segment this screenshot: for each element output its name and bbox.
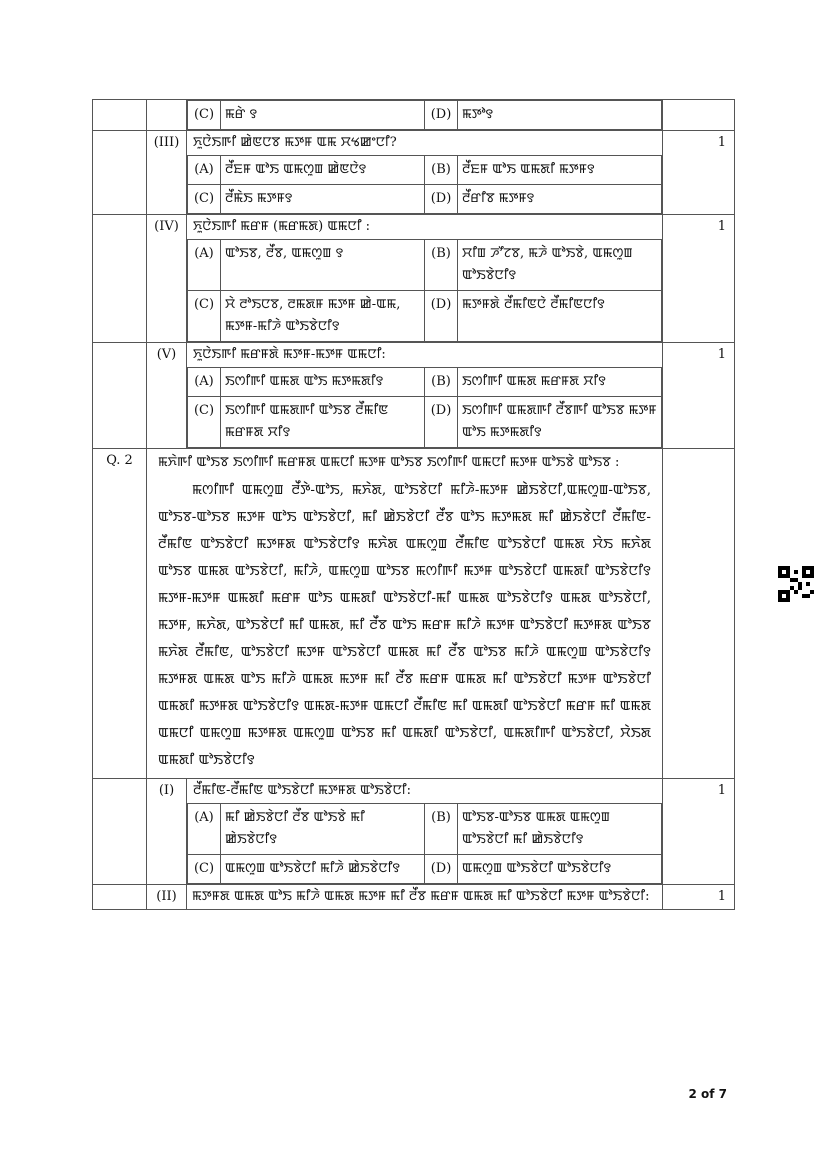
- question-stem: ꯈꯨꯅꯥꯏꯒꯤ ꯃꯔꯝ (ꯃꯔꯃꯗ) ꯑꯃꯅꯤ :: [193, 219, 371, 234]
- qnum-cell: Q. 2: [93, 449, 147, 779]
- option-text: ꯂꯩꯐꯝ ꯑꯣꯏ ꯑꯃꯁꯨꯡ ꯀꯥꯟꯅꯥ꯱: [221, 156, 425, 185]
- question-stem: ꯈꯨꯅꯥꯏꯒꯤ ꯃꯔꯝꯗꯥ ꯃꯇꯝ-ꯃꯇꯝ ꯑꯃꯅꯤ:: [193, 347, 386, 362]
- option-label: (B): [425, 804, 458, 855]
- question-stem: ꯃꯈꯥꯒꯤ ꯑꯣꯏꯕ ꯏꯁꯤꯒꯤ ꯃꯔꯝꯗ ꯑꯃꯅꯤ ꯃꯇꯝ ꯑꯣꯏꯕ ꯏꯁꯤꯒꯤ ꯑꯃꯅꯤ ꯃꯇꯝ ꯑꯣꯏꯕꯥ ꯑꯣꯏꯕ :: [158, 455, 620, 470]
- option-text: ꯃꯇꯣ꯱: [458, 101, 662, 130]
- table-row: [93, 215, 735, 343]
- option-label: (D): [425, 855, 458, 884]
- mark-cell: 1: [663, 131, 735, 215]
- options-grid: [187, 239, 662, 342]
- option-text: ꯃꯤ ꯀꯥꯏꯕꯥꯅꯤ ꯂꯩꯕ ꯑꯣꯏꯕꯥ ꯃꯤ ꯀꯥꯏꯕꯥꯅꯤ꯱: [221, 804, 425, 855]
- page-number: 2 of 7: [688, 1087, 727, 1101]
- option-text: ꯂꯩꯃꯥꯏ ꯃꯇꯝ꯱: [221, 185, 425, 214]
- question-cell: [187, 215, 663, 343]
- question-stem: ꯈꯨꯅꯥꯏꯒꯤ ꯀꯥꯟꯅꯕ ꯃꯇꯝ ꯑꯃ ꯆꯠꯀꯦꯅꯤ?: [193, 135, 397, 150]
- option-text: ꯃꯇꯝꯗꯥ ꯂꯩꯃꯤꯟꯅꯥ ꯂꯩꯃꯤꯟꯅꯤ꯱: [458, 291, 662, 342]
- option-label: (B): [425, 156, 458, 185]
- passage-text: ꯃꯁꯤꯒꯤ ꯑꯃꯁꯨꯡ ꯂꯩꯇꯥ-ꯑꯣꯏ, ꯃꯈꯥꯗ, ꯑꯣꯏꯕꯥꯅꯤ ꯃꯤꯍꯥ-ꯃꯇꯝ ꯀꯥꯏꯕꯥꯅꯤ,ꯑꯃꯁꯨꯡ-ꯑꯣꯏꯕ, ꯑꯣꯏꯕ-ꯑꯣꯏꯕ ꯃꯇꯝ ꯑꯣꯏ ꯑꯣꯏꯕꯥꯅꯤ, ꯃꯤ ꯀꯥꯏꯕꯥꯅꯤ ꯂꯩꯕ ꯑꯣꯏ ꯃꯇꯃꯗ ꯃꯤ ꯀꯥꯏꯕꯥꯅꯤ ꯂꯩꯃꯤꯟ-ꯂꯩꯃꯤꯟ ꯑꯣꯏꯕꯥꯅꯤ ꯃꯇꯝꯗ ꯑꯣꯏꯕꯥꯅꯤ꯱ ꯃꯈꯥꯗ ꯑꯃꯁꯨꯡ ꯂꯩꯃꯤꯟ ꯑꯣꯏꯕꯥꯅꯤ ꯑꯃꯗ ꯆꯥꯏ ꯃꯈꯥꯗ ꯑꯣꯏꯕ ꯑꯃꯗ ꯑꯣꯏꯕꯥꯅꯤ, ꯃꯤꯍꯥ, ꯑꯃꯁꯨꯡ ꯑꯣꯏꯕ ꯃꯁꯤꯒꯤ ꯃꯇꯝ ꯑꯣꯏꯕꯥꯅꯤ ꯑꯃꯗꯤ ꯑꯣꯏꯕꯥꯅꯤ꯱ ꯃꯇꯝ-ꯃꯇꯝ ꯑꯃꯗꯤ ꯃꯔꯝ ꯑꯣꯏ ꯑꯃꯗꯤ ꯑꯣꯏꯕꯥꯅꯤ-ꯃꯤ ꯑꯃꯗ ꯑꯣꯏꯕꯥꯅꯤ꯱ ꯑꯃꯗ ꯑꯣꯏꯕꯥꯅꯤ, ꯃꯇꯝ, ꯃꯈꯥꯗ, ꯑꯣꯏꯕꯥꯅꯤ ꯃꯤ ꯑꯃꯗ, ꯃꯤ ꯂꯩꯕ ꯑꯣꯏ ꯃꯔꯝ ꯃꯤꯍꯥ ꯃꯇꯝ ꯑꯣꯏꯕꯥꯅꯤ ꯃꯇꯝꯗ ꯑꯣꯏꯕ ꯃꯈꯥꯗ ꯂꯩꯃꯤꯟ, ꯑꯣꯏꯕꯥꯅꯤ ꯃꯇꯝ ꯑꯣꯏꯕꯥꯅꯤ ꯑꯃꯗ ꯃꯤ ꯂꯩꯕ ꯑꯣꯏꯕ ꯃꯤꯍꯥ ꯑꯃꯁꯨꯡ ꯑꯣꯏꯕꯥꯅꯤ꯱ ꯃꯇꯝꯗ ꯑꯃꯗ ꯑꯣꯏ ꯃꯤꯍꯥ ꯑꯃꯗ ꯃꯇꯝ ꯃꯤ ꯂꯩꯕ ꯃꯔꯝ ꯑꯃꯗ ꯃꯤ ꯑꯣꯏꯕꯥꯅꯤ ꯃꯇꯝ ꯑꯣꯏꯕꯥꯅꯤ ꯑꯃꯗꯤ ꯃꯇꯝꯗ ꯑꯣꯏꯕꯥꯅꯤ꯱ ꯑꯃꯗ-ꯃꯇꯝ ꯑꯃꯅꯤ ꯂꯩꯃꯤꯟ ꯃꯤ ꯑꯃꯗꯤ ꯑꯣꯏꯕꯥꯅꯤ ꯃꯔꯝ ꯃꯤ ꯑꯃꯗ ꯑꯃꯅꯤ ꯑꯃꯁꯨꯡ ꯃꯇꯝꯗ ꯑꯃꯁꯨꯡ ꯑꯣꯏꯕ ꯃꯤ ꯑꯃꯗꯤ ꯑꯣꯏꯕꯥꯅꯤ, ꯑꯃꯗꯤꯒꯤ ꯑꯣꯏꯕꯥꯅꯤ, ꯆꯥꯏꯗ ꯑꯃꯗꯤ ꯑꯣꯏꯕꯥꯅꯤ꯱: [158, 482, 651, 768]
- option-text: ꯆꯥ ꯂꯣꯏꯅꯕ, ꯂꯃꯗꯝ ꯃꯇꯝ ꯀꯥ-ꯑꯃ, ꯃꯇꯝ-ꯃꯤꯍꯥ ꯑꯣꯏꯕꯥꯅꯤ꯱: [221, 291, 425, 342]
- mark-cell: 1: [663, 215, 735, 343]
- option-label: (B): [425, 368, 458, 397]
- question-stem: ꯂꯩꯃꯤꯟ-ꯂꯩꯃꯤꯟ ꯑꯣꯏꯕꯥꯅꯤ ꯃꯇꯝꯗ ꯑꯣꯏꯕꯥꯅꯤ:: [193, 783, 411, 798]
- option-text: ꯑꯃꯁꯨꯡ ꯑꯣꯏꯕꯥꯅꯤ ꯑꯣꯏꯕꯥꯅꯤ꯱: [458, 855, 662, 884]
- subnum-cell: (V): [147, 343, 187, 449]
- qnum-cell: [93, 100, 147, 131]
- option-label: (C): [188, 185, 221, 214]
- mark-cell: 1: [663, 779, 735, 885]
- option-label: (A): [188, 368, 221, 397]
- option-label: (C): [188, 291, 221, 342]
- table-row: [93, 449, 735, 779]
- question-cell: [187, 131, 663, 215]
- option-label: (A): [188, 240, 221, 291]
- option-text: ꯑꯃꯁꯨꯡ ꯑꯣꯏꯕꯥꯅꯤ ꯃꯤꯍꯥ ꯀꯥꯏꯕꯥꯅꯤ꯱: [221, 855, 425, 884]
- qnum-cell: [93, 343, 147, 449]
- qnum-cell: [93, 131, 147, 215]
- option-text: ꯃꯔꯥ ꯱: [221, 101, 425, 130]
- mark-cell: 1: [663, 343, 735, 449]
- option-text: ꯏꯁꯤꯒꯤ ꯑꯃꯗꯒꯤ ꯂꯩꯕꯒꯤ ꯑꯣꯏꯕ ꯃꯇꯝ ꯑꯣꯏ ꯃꯇꯃꯗꯤ꯱: [458, 397, 662, 448]
- qnum-cell: [93, 215, 147, 343]
- option-text: ꯑꯣꯏꯕ, ꯂꯩꯕ, ꯑꯃꯁꯨꯡ ꯱: [221, 240, 425, 291]
- options-cell: [187, 100, 663, 131]
- option-label: (A): [188, 156, 221, 185]
- option-text: ꯏꯁꯤꯒꯤ ꯑꯃꯗ ꯑꯣꯏ ꯃꯇꯃꯗꯤ꯱: [221, 368, 425, 397]
- subnum-cell: (II): [147, 885, 187, 910]
- mark-cell: [663, 100, 735, 131]
- subnum-cell: (I): [147, 779, 187, 885]
- question-cell: [187, 343, 663, 449]
- option-text: ꯂꯩꯔꯤꯕ ꯃꯇꯝ꯱: [458, 185, 662, 214]
- qnum-cell: [93, 885, 147, 910]
- table-row: [93, 343, 735, 449]
- table-row: [93, 885, 735, 910]
- subnum-cell: [147, 100, 187, 131]
- mark-cell: 1: [663, 885, 735, 910]
- mark-cell: [663, 449, 735, 779]
- subnum-cell: (IV): [147, 215, 187, 343]
- question-stem: ꯃꯇꯝꯗ ꯑꯃꯗ ꯑꯣꯏ ꯃꯤꯍꯥ ꯑꯃꯗ ꯃꯇꯝ ꯃꯤ ꯂꯩꯕ ꯃꯔꯝ ꯑꯃꯗ ꯃꯤ ꯑꯣꯏꯕꯥꯅꯤ ꯃꯇꯝ ꯑꯣꯏꯕꯥꯅꯤ:: [192, 889, 650, 904]
- option-label: (D): [425, 185, 458, 214]
- question-table: [92, 99, 735, 910]
- qnum-cell: [93, 779, 147, 885]
- table-row: [93, 131, 735, 215]
- option-label: (C): [188, 855, 221, 884]
- qr-code-icon: [778, 566, 814, 602]
- option-label: (D): [425, 291, 458, 342]
- question-table-container: [92, 99, 735, 910]
- option-label: (B): [425, 240, 458, 291]
- option-text: ꯆꯤꯡ ꯍꯧꯖꯕ, ꯃꯍꯥ ꯑꯣꯏꯕꯥ, ꯑꯃꯁꯨꯡ ꯑꯣꯏꯕꯥꯅꯤ꯱: [458, 240, 662, 291]
- option-label: (C): [188, 397, 221, 448]
- options-grid: [187, 367, 662, 448]
- options-grid: [187, 803, 662, 884]
- option-text: ꯂꯩꯐꯝ ꯑꯣꯏ ꯑꯃꯗꯤ ꯃꯇꯝ꯱: [458, 156, 662, 185]
- option-label: (D): [425, 397, 458, 448]
- option-text: ꯏꯁꯤꯒꯤ ꯑꯃꯗ ꯃꯔꯝꯗ ꯆꯤ꯱: [458, 368, 662, 397]
- option-text: ꯑꯣꯏꯕ-ꯑꯣꯏꯕ ꯑꯃꯗ ꯑꯃꯁꯨꯡ ꯑꯣꯏꯕꯥꯅꯤ ꯃꯤ ꯀꯥꯏꯕꯥꯅꯤ꯱: [458, 804, 662, 855]
- option-label: (A): [188, 804, 221, 855]
- table-row: [93, 779, 735, 885]
- passage-cell: [147, 449, 663, 779]
- option-label: (D): [425, 101, 458, 130]
- question-cell: [187, 779, 663, 885]
- question-cell: [187, 885, 663, 910]
- option-label: (C): [188, 101, 221, 130]
- options-grid: [187, 155, 662, 214]
- option-text: ꯏꯁꯤꯒꯤ ꯑꯃꯗꯒꯤ ꯑꯣꯏꯕ ꯂꯩꯃꯤꯟ ꯃꯔꯝꯗ ꯆꯤ꯱: [221, 397, 425, 448]
- table-row: [93, 100, 735, 131]
- options-grid: [187, 100, 662, 130]
- subnum-cell: (III): [147, 131, 187, 215]
